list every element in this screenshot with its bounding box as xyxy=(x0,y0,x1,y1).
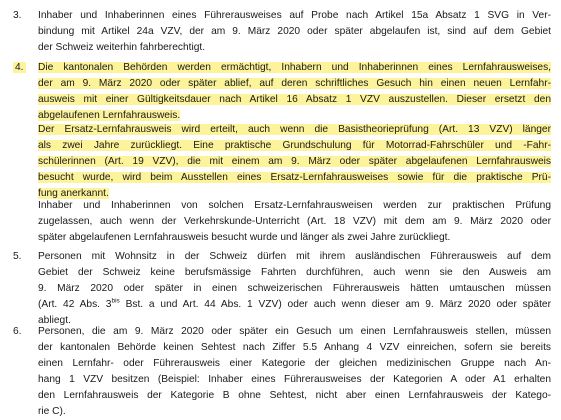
text-line: Personen, die am 9. März 2020 oder später ein Gesuch um einen Lernfahrausweis stellen, müssen xyxy=(38,326,551,337)
text-line: Der Ersatz-Lernfahrausweis wird erteilt, auch wenn die Basistheorieprüfung (Art. 13 VZV) länger xyxy=(38,124,551,135)
item-body xyxy=(38,249,551,329)
text-line: fung anerkannt. xyxy=(38,188,109,199)
text-line: Inhaber und Inhaberinnen eines Führerausweises auf Probe nach Artikel 15a Absatz 1 SVG in Ver- xyxy=(38,10,551,21)
paragraph xyxy=(38,198,551,246)
text-line: Personen mit Wohnsitz in der Schweiz dürfen mit ihrem ausländischen Führerausweis auf dem xyxy=(38,251,551,262)
text-line: hang 1 VZV besitzen (Beispiel: Inhaber eines Führerausweises der Kategorien A oder A1 erhalten xyxy=(38,374,551,385)
item-number: 6. xyxy=(13,326,22,337)
item-number: 5. xyxy=(13,251,22,262)
text-line: einen Lernfahr- oder Führerausweis einer Kategorie der gleichen medizinischen Gruppe nach An- xyxy=(38,358,551,369)
text-line: als zwei Jahre zurückliegt. Eine praktische Grundschulung für Motorrad-Fahrschüler und -Fahr- xyxy=(38,140,551,151)
text-line: zugelassen, auch wenn der Verkehrskunde-Unterricht (Art. 18 VZV) mit dem am 9. März 2020 oder xyxy=(38,216,551,227)
item-number: 4. xyxy=(15,62,24,73)
text-line: ausweis mit einer Gültigkeitsdauer nach Artikel 16 Absatz 1 VZV auszustellen. Dieser ersetzt den xyxy=(38,94,551,105)
text-line: der kantonalen Behörde keinen Sehtest nach Ziffer 5.5 Anhang 4 VZV einreichen, sofern sie bereits xyxy=(38,342,551,353)
text-line: Gebiet der Schweiz keine berufsmässige Fahrten durchführen, auch wenn sie den Ausweis am xyxy=(38,267,551,278)
text-line: rie C). xyxy=(38,406,66,417)
text-line: Die kantonalen Behörden werden ermächtigt, Inhabern und Inhaberinnen eines Lernfahrausweises, xyxy=(38,62,551,73)
text-line: besucht wurde, wird beim Ausstellen eines Ersatz-Lernfahrausweises sowie für die praktische Prü- xyxy=(38,172,551,183)
text-line: den Lernfahrausweis der Kategorie B ohne Sehtest, nicht aber einen Lernfahrausweis der Katego- xyxy=(38,390,551,401)
highlighted-paragraph xyxy=(38,60,551,124)
item-number: 3. xyxy=(13,10,22,21)
text-line: (Art. 42 Abs. $3^{bis}$ Bst. a und Art. 44 Abs. 1 VZV) oder auch wenn dieser am 9. März 2020 oder später xyxy=(38,297,551,310)
text-line: 9. März 2020 oder später in einen schweizerischen Führerausweis hätten umtauschen müssen xyxy=(38,283,551,294)
text-line: Inhaber und Inhaberinnen von solchen Ersatz-Lernfahrausweisen werden zur praktischen Prüfung xyxy=(38,200,551,211)
text-line: der Schweiz weiterhin fahrberechtigt. xyxy=(38,42,206,53)
item-body xyxy=(38,8,551,56)
item-body xyxy=(38,324,551,420)
text-line: bindung mit Artikel 24a VZV, der am 9. März 2020 oder später abgelaufen ist, sind auf dem Gebiet xyxy=(38,26,551,37)
text-line: abgelaufenen Lernfahrausweis. xyxy=(38,110,181,121)
text-line: später abgelaufenen Lernfahrausweis besucht wurde und länger als zwei Jahre zurückliegt. xyxy=(38,232,451,243)
text-line: der am 9. März 2020 oder später ablief, auf deren schriftliches Gesuch hin einen neuen Lernfahr- xyxy=(38,78,551,89)
text-line: abliegt. xyxy=(38,315,71,326)
highlighted-paragraph xyxy=(38,122,551,202)
text-line: schülerinnen (Art. 19 VZV), die mit einem am 9. März oder später abgelaufenen Lernfahrausweis xyxy=(38,156,551,167)
